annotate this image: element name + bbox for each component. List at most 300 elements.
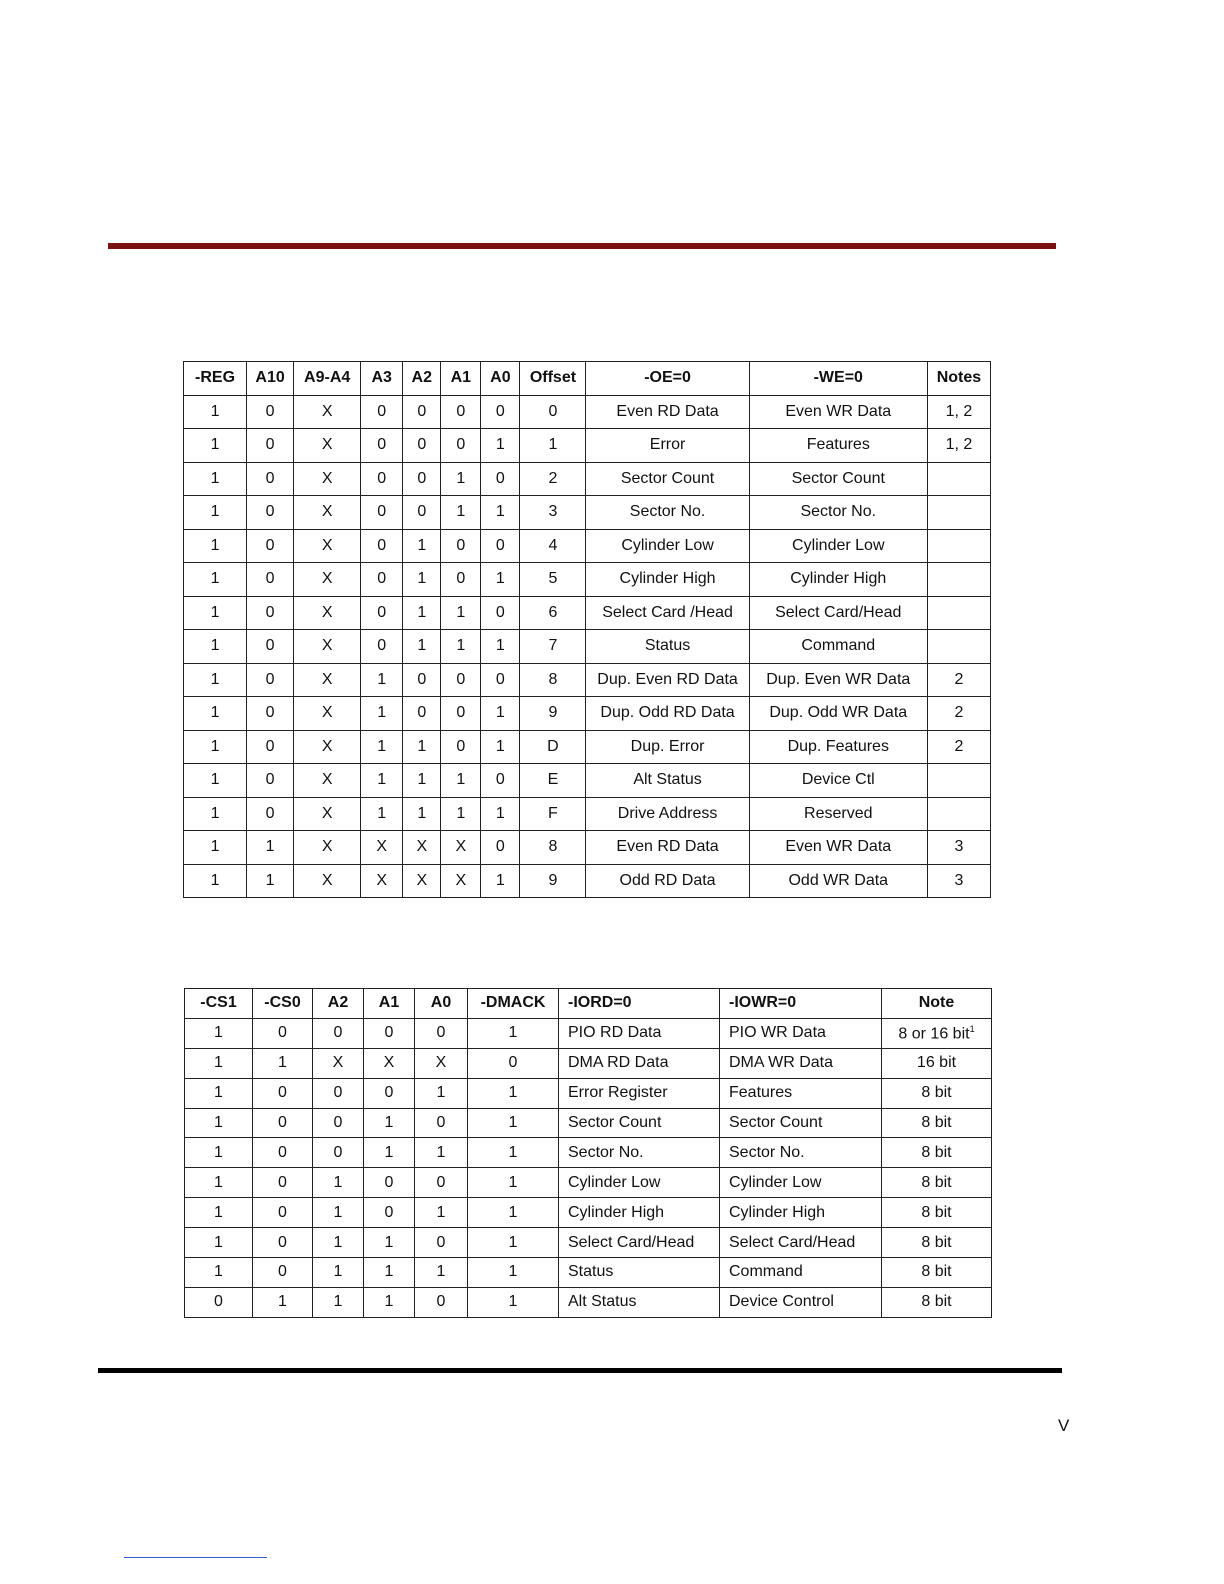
cell-text: 0: [278, 1084, 287, 1102]
cell-text: 1: [384, 1114, 394, 1131]
table-cell: [184, 563, 247, 597]
cell-text: 1: [456, 603, 466, 621]
table-cell: [586, 864, 749, 898]
table-cell: [415, 1078, 468, 1108]
table-cell: [294, 864, 361, 898]
table-cell: [520, 697, 586, 731]
table-row: [184, 864, 991, 898]
cell-text: 1: [495, 737, 505, 755]
table-cell: [559, 1018, 720, 1048]
cell-text: 0: [278, 1263, 287, 1281]
column-header: Offset: [520, 362, 586, 396]
table-cell: [468, 1048, 559, 1078]
cell-text: 4: [548, 536, 558, 554]
table-cell: [361, 864, 403, 898]
table-cell: [403, 496, 441, 530]
cell-text: 1, 2: [945, 402, 973, 420]
table-cell: [749, 764, 927, 798]
table-row: [185, 1228, 992, 1258]
table-cell: [364, 1138, 415, 1168]
table-cell: [520, 496, 586, 530]
cell-text: PIO WR Data: [729, 1024, 826, 1042]
cell-text: 3: [548, 503, 558, 521]
column-header: -REG: [184, 362, 247, 396]
table-cell: [185, 1048, 253, 1078]
column-header: -IORD=0: [559, 989, 720, 1019]
cell-text: 1: [265, 871, 275, 889]
cell-text: Device Control: [729, 1293, 834, 1311]
table-cell: [441, 831, 481, 865]
table-cell: [586, 630, 749, 664]
cell-text: 0: [265, 670, 275, 688]
table-row: [184, 496, 991, 530]
table-cell: [253, 1048, 313, 1078]
table-cell: [927, 831, 990, 865]
table-cell: [361, 797, 403, 831]
cell-text: 9: [548, 704, 558, 722]
table-cell: [441, 730, 481, 764]
cell-text: Alt Status: [568, 1293, 637, 1311]
table-cell: [882, 1138, 992, 1168]
table-cell: [481, 864, 520, 898]
cell-text: 1: [495, 871, 505, 889]
table-cell: [313, 1198, 364, 1228]
table-cell: [184, 596, 247, 630]
cell-text: 0: [377, 570, 387, 588]
cell-text: 0: [417, 469, 427, 487]
table-cell: [927, 429, 990, 463]
table-cell: [882, 1198, 992, 1228]
cell-text: 8: [548, 670, 558, 688]
column-header: A2: [403, 362, 441, 396]
table-cell: [403, 429, 441, 463]
attribute-memory-register-table: [183, 361, 991, 898]
cell-text: 0: [456, 402, 466, 420]
table-cell: [403, 663, 441, 697]
cell-text: X: [416, 838, 428, 856]
cell-text: 0: [265, 737, 275, 755]
cell-text: 1: [548, 436, 558, 454]
table-cell: [364, 1048, 415, 1078]
table-cell: [253, 1228, 313, 1258]
cell-text: 0: [265, 503, 275, 521]
cell-text: 3: [954, 871, 964, 889]
cell-text: Drive Address: [617, 804, 718, 822]
cell-text: 16 bit: [916, 1054, 957, 1072]
cell-text: 8 or 16 bit: [898, 1025, 970, 1042]
table-cell: [253, 1168, 313, 1198]
cell-text: 0: [417, 670, 427, 688]
table-cell: [184, 496, 247, 530]
table-cell: [185, 1168, 253, 1198]
table-cell: [313, 1108, 364, 1138]
cell-text: 1: [214, 1263, 223, 1281]
cell-text: 8 bit: [921, 1203, 952, 1221]
cell-text: 0: [265, 704, 275, 722]
table-cell: [586, 764, 749, 798]
table-row: [184, 529, 991, 563]
cell-text: 1: [210, 771, 220, 789]
table-cell: [882, 1018, 992, 1048]
cell-text: 0: [278, 1143, 287, 1161]
table-cell: [882, 1168, 992, 1198]
table-cell: [927, 496, 990, 530]
table-cell: [185, 1198, 253, 1228]
table-cell: [481, 496, 520, 530]
cell-text: 1: [436, 1263, 446, 1281]
table-cell: [586, 663, 749, 697]
table-cell: [247, 797, 294, 831]
table-cell: [586, 697, 749, 731]
cell-text: Dup. Odd WR Data: [769, 704, 908, 722]
table-cell: [441, 496, 481, 530]
table-cell: [441, 764, 481, 798]
cell-text: 0: [278, 1173, 287, 1191]
table-cell: [520, 764, 586, 798]
table-cell: [468, 1078, 559, 1108]
table-cell: [361, 395, 403, 429]
column-header: A2: [313, 989, 364, 1019]
cell-text: Cylinder High: [790, 570, 887, 588]
cell-text: Status: [568, 1263, 614, 1281]
table-cell: [882, 1287, 992, 1317]
table-cell: [364, 1258, 415, 1288]
cell-text: 0: [548, 402, 558, 420]
table-cell: [364, 1228, 415, 1258]
table-cell: [720, 1168, 882, 1198]
table-cell: [927, 462, 990, 496]
cell-text: X: [321, 670, 333, 688]
cell-text: Dup. Error: [630, 737, 705, 755]
cell-text: 8 bit: [921, 1173, 952, 1191]
table-cell: [361, 462, 403, 496]
table-row: [185, 1078, 992, 1108]
table-cell: [313, 1168, 364, 1198]
table-row: [184, 563, 991, 597]
table-cell: [253, 1138, 313, 1168]
cell-text: 1: [456, 469, 466, 487]
cell-text: 1: [377, 737, 387, 755]
cell-text: X: [383, 1054, 395, 1072]
cell-text: 1: [377, 670, 387, 688]
table-row: [185, 1258, 992, 1288]
table-cell: [882, 1228, 992, 1258]
cell-text: 0: [278, 1233, 287, 1251]
cell-text: Dup. Even RD Data: [597, 670, 738, 688]
table-cell: [364, 1287, 415, 1317]
table-cell: [720, 1078, 882, 1108]
cell-text: 1: [417, 536, 427, 554]
cell-text: 0: [495, 402, 505, 420]
table-cell: [468, 1287, 559, 1317]
cell-text: 9: [548, 871, 558, 889]
table-row: [185, 1138, 992, 1168]
cell-text: 1: [210, 436, 220, 454]
table-cell: [927, 596, 990, 630]
cell-text: 0: [377, 536, 387, 554]
cell-text: 1: [436, 1084, 446, 1102]
cell-text: DMA RD Data: [568, 1054, 669, 1072]
cell-text: 1: [384, 1293, 394, 1311]
table-cell: [441, 563, 481, 597]
cell-text: 1: [278, 1054, 287, 1072]
table-row: [185, 1108, 992, 1138]
table-cell: [247, 730, 294, 764]
table-cell: [720, 1287, 882, 1317]
cell-text: 1: [214, 1233, 223, 1251]
table-cell: [882, 1108, 992, 1138]
table-cell: [586, 395, 749, 429]
table-cell: [294, 429, 361, 463]
table-cell: [749, 395, 927, 429]
cell-text: 0: [265, 603, 275, 621]
cell-text: 1: [508, 1173, 518, 1191]
table-cell: [481, 663, 520, 697]
table-cell: [749, 529, 927, 563]
table-cell: [361, 429, 403, 463]
table-cell: [749, 864, 927, 898]
table-cell: [247, 395, 294, 429]
cell-text: 0: [333, 1114, 343, 1131]
table-cell: [247, 429, 294, 463]
cell-text: 0: [377, 402, 387, 420]
cell-text: 1: [436, 1143, 446, 1161]
cell-text: 1: [214, 1143, 223, 1161]
table-cell: [720, 1198, 882, 1228]
table-cell: [481, 462, 520, 496]
table-cell: [559, 1258, 720, 1288]
cell-text: 2: [548, 469, 558, 487]
cell-text: 8 bit: [921, 1293, 952, 1311]
table-cell: [253, 1018, 313, 1048]
column-header: Note: [882, 989, 992, 1019]
table-cell: [927, 563, 990, 597]
cell-text: Command: [729, 1263, 803, 1281]
cell-text: 1: [210, 536, 220, 554]
table-cell: [403, 764, 441, 798]
cell-text: 1: [508, 1143, 518, 1161]
cell-text: X: [416, 871, 428, 889]
cell-text: X: [321, 704, 333, 722]
table-row: [185, 1168, 992, 1198]
table-cell: [415, 1168, 468, 1198]
cell-text: 0: [456, 536, 466, 554]
table-cell: [481, 429, 520, 463]
cell-text: 1: [508, 1024, 518, 1042]
cell-text: 1: [495, 570, 505, 588]
table-cell: [586, 730, 749, 764]
cell-text: 0: [456, 436, 466, 454]
cell-text: 1: [210, 670, 220, 688]
table-cell: [247, 529, 294, 563]
cell-text: Reserved: [804, 804, 873, 822]
table-cell: [586, 831, 749, 865]
cell-text: Dup. Features: [787, 737, 889, 755]
cell-text: X: [455, 871, 467, 889]
cell-text: 0: [495, 469, 505, 487]
cell-text: X: [435, 1054, 447, 1072]
cell-text: 0: [456, 704, 466, 722]
table-cell: [403, 630, 441, 664]
cell-text: 0: [377, 469, 387, 487]
table-cell: [749, 563, 927, 597]
table-cell: [720, 1228, 882, 1258]
cell-text: 1: [436, 1203, 446, 1221]
table-cell: [184, 663, 247, 697]
table-cell: [361, 764, 403, 798]
table-header-row: [185, 989, 992, 1019]
cell-text: 1: [384, 1233, 394, 1251]
table-cell: [361, 730, 403, 764]
cell-text: 0: [333, 1084, 343, 1102]
table-cell: [468, 1138, 559, 1168]
cell-text: 0: [384, 1024, 394, 1042]
cell-text: 0: [436, 1293, 446, 1311]
cell-text: 1: [210, 871, 220, 889]
table-cell: [520, 663, 586, 697]
table-cell: [364, 1078, 415, 1108]
table-cell: [247, 630, 294, 664]
table-cell: [361, 596, 403, 630]
cell-text: 2: [954, 737, 964, 755]
cell-text: Cylinder High: [729, 1203, 826, 1221]
cell-text: 1: [508, 1293, 518, 1311]
cell-text: 0: [278, 1114, 287, 1131]
table-cell: [927, 395, 990, 429]
cell-text: 1: [508, 1084, 518, 1102]
table-cell: [441, 797, 481, 831]
table-cell: [294, 730, 361, 764]
cell-text: Cylinder Low: [621, 536, 714, 554]
table-cell: [247, 596, 294, 630]
table-cell: [294, 596, 361, 630]
table-cell: [364, 1018, 415, 1048]
table-row: [184, 429, 991, 463]
cell-text: 0: [495, 838, 505, 856]
table-cell: [294, 496, 361, 530]
cell-text: 0: [417, 704, 427, 722]
table-cell: [559, 1078, 720, 1108]
table-cell: [403, 596, 441, 630]
cell-text: 0: [377, 436, 387, 454]
table-cell: [441, 429, 481, 463]
footer-link-underline: [124, 1557, 267, 1558]
cell-text: 1: [214, 1173, 223, 1191]
table-cell: [468, 1258, 559, 1288]
cell-text: 1: [210, 838, 220, 856]
table-cell: [586, 462, 749, 496]
cell-text: Sector No.: [629, 503, 706, 521]
cell-text: 8 bit: [921, 1084, 952, 1102]
table-cell: [720, 1138, 882, 1168]
table-cell: [481, 596, 520, 630]
cell-text: Sector No.: [729, 1143, 805, 1161]
table-cell: [184, 831, 247, 865]
cell-text: 1: [417, 603, 427, 621]
cell-text: 1: [417, 737, 427, 755]
cell-text: Sector No.: [568, 1143, 644, 1161]
cell-text: 1: [214, 1054, 223, 1072]
table-cell: [184, 529, 247, 563]
cell-text: Sector Count: [620, 469, 715, 487]
table-cell: [415, 1048, 468, 1078]
table-cell: [247, 563, 294, 597]
table-cell: [185, 1018, 253, 1048]
column-header: A10: [247, 362, 294, 396]
table-row: [184, 831, 991, 865]
cell-text: 1: [417, 771, 427, 789]
table-cell: [749, 831, 927, 865]
table-cell: [720, 1258, 882, 1288]
table-cell: [361, 630, 403, 664]
cell-text: X: [321, 637, 333, 655]
cell-text: 0: [265, 402, 275, 420]
table-row: [184, 730, 991, 764]
table-cell: [403, 462, 441, 496]
table-cell: [415, 1018, 468, 1048]
table-cell: [403, 831, 441, 865]
cell-text: 0: [456, 670, 466, 688]
cell-text: X: [321, 804, 333, 822]
cell-text: 1: [495, 436, 505, 454]
table-cell: [364, 1168, 415, 1198]
table-cell: [184, 797, 247, 831]
column-header: -DMACK: [468, 989, 559, 1019]
cell-text: 1: [377, 804, 387, 822]
cell-text: 1: [214, 1084, 223, 1102]
table-cell: [441, 864, 481, 898]
table-cell: [441, 697, 481, 731]
table-cell: [313, 1138, 364, 1168]
cell-text: X: [321, 603, 333, 621]
table-cell: [927, 864, 990, 898]
table-cell: [520, 831, 586, 865]
table-cell: [520, 563, 586, 597]
table-cell: [361, 496, 403, 530]
table-row: [185, 1048, 992, 1078]
column-header: -IOWR=0: [720, 989, 882, 1019]
cell-text: 0: [436, 1024, 446, 1042]
cell-text: Cylinder Low: [568, 1173, 661, 1191]
cell-text: DMA WR Data: [729, 1054, 834, 1072]
table-cell: [184, 630, 247, 664]
cell-text: X: [321, 771, 333, 789]
cell-text: Even WR Data: [785, 838, 892, 856]
cell-text: 0: [495, 771, 505, 789]
cell-text: Even RD Data: [616, 402, 719, 420]
cell-text: X: [321, 871, 333, 889]
cell-text: 1: [210, 804, 220, 822]
cell-text: 0: [278, 1203, 287, 1221]
table-cell: [415, 1108, 468, 1138]
cell-text: 0: [265, 469, 275, 487]
cell-text: 0: [384, 1084, 394, 1102]
footnote-marker: 1: [969, 1023, 975, 1034]
table-cell: [559, 1228, 720, 1258]
cell-text: Even WR Data: [785, 402, 892, 420]
cell-text: 0: [333, 1024, 343, 1042]
table-cell: [927, 764, 990, 798]
cell-text: 1: [210, 503, 220, 521]
table-cell: [559, 1168, 720, 1198]
table-cell: [185, 1078, 253, 1108]
column-header: -WE=0: [749, 362, 927, 396]
cell-text: 3: [954, 838, 964, 856]
cell-text: 1: [456, 503, 466, 521]
table-row: [184, 630, 991, 664]
table-cell: [441, 529, 481, 563]
table-cell: [927, 730, 990, 764]
